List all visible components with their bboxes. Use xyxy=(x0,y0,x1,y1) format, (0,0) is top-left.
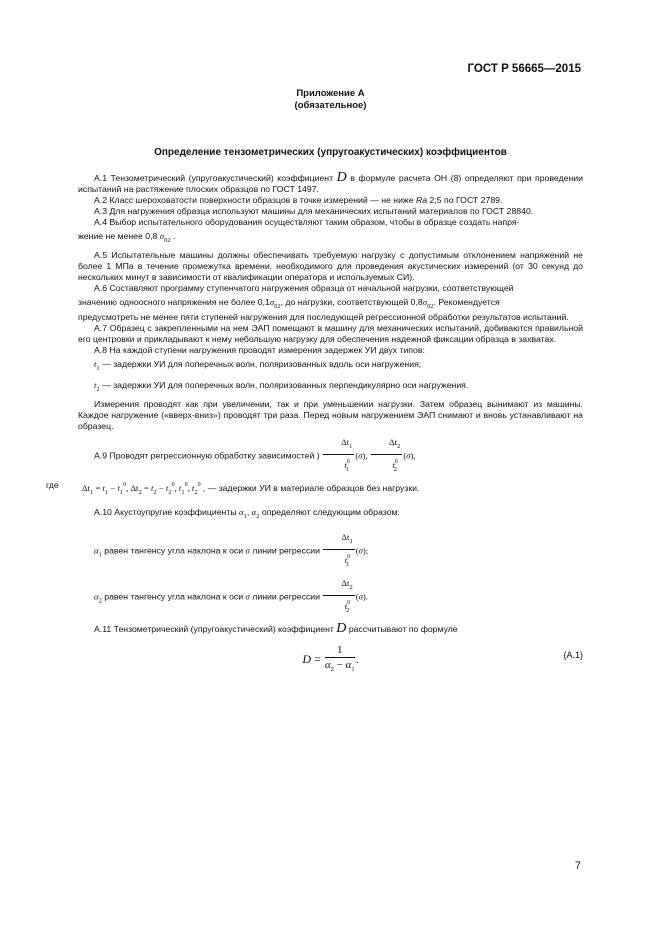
equation-a1: D = $\frac{1}{\alpha_2 - \alpha_1}$ . (А.1) xyxy=(302,644,583,673)
paragraph-a2: А.2 Класс шероховатости поверхности образцов в точке измерений — не ниже Ra 2,5 по ГОСТ 2789. xyxy=(94,195,503,205)
paragraph-a3: А.3 Для нагружения образца используют машины для механических испытаний материалов по ГОСТ 28840. xyxy=(94,206,534,216)
paragraph-a6: А.6 Составляют программу ступенчатого нагружения образца от начальной нагрузки, соответствующей xyxy=(94,283,514,293)
paragraph-a5: А.5 Испытательные машины должны обеспечивать требуемую нагрузку с допустимым отклонением напряжений не более 1 МПа в течение промежутка времени, необходимого для проведения акустических измерений (от 30 секунд до нескольких минут в зависимости от квалификации оператора и используемых СИ). xyxy=(78,250,583,282)
where-clause: где $\Delta t_1 = t_1 - t_1^0$, $\Delta t_2 = t_2 - t_2^0$, $t_1^0$, $t_2^0$ , — задержки УИ в материале образцов без нагрузки. xyxy=(46,480,420,496)
page-number: 7 xyxy=(574,860,581,872)
fraction-alpha2: $\frac{\Delta t_2}{t^0_2}$ xyxy=(323,577,354,617)
paragraph-a4-cont: жение не менее 0,8 $\sigma_{02}$ . xyxy=(78,231,176,244)
alpha1-definition: $\alpha_1$ равен тангенсу угла наклона к оси σ линии регрессии $\frac{\Delta t_1}{t^0_1}$ (σ); xyxy=(78,531,583,571)
fraction-dt2: $\frac{\Delta t_2}{t^0_2}$ xyxy=(371,436,402,476)
paragraph-a6-cont: значению одноосного напряжения не более $0,1\sigma_{02}$, до нагрузки, соответствующей $0,8\sigma_{02}$. Рекомендуется xyxy=(78,297,500,310)
paragraph-a4: А.4 Выбор испытательного оборудования осуществляют таким образом, чтобы в образце создать напря- xyxy=(94,217,520,227)
equation-label: (А.1) xyxy=(563,650,583,660)
alpha2-definition: $\alpha_2$ равен тангенсу угла наклона к оси σ линии регрессии $\frac{\Delta t_2}{t^0_2}$ (σ). xyxy=(78,577,583,617)
paragraph-a6-rest: предусмотреть не менее пяти ступеней нагружения для последующей регрессионной обработки результатов испытаний. xyxy=(78,312,569,322)
document-id: ГОСТ Р 56665—2015 xyxy=(467,63,581,75)
paragraph-measurements: Измерения проводят как при увеличении, так и при уменьшении нагрузки. Затем образец вынимают из машины. Каждое нагружение («вверх-вниз») проводят три раза. Перед новым нагружением ЭАП снимают и вновь устанавливают на образец. xyxy=(78,399,583,431)
paragraph-a7: А.7 Образец с закрепленными на нем ЭАП помещают в машину для механических испытаний, добиваются правильной его центровки и прикладывают к нему небольшую нагрузку для обеспечения надежной фиксации образца в захватах. xyxy=(78,323,583,344)
paragraph-a10: А.10 Акустоупругие коэффициенты $\alpha_1$, $\alpha_2$ определяют следующим образом: xyxy=(94,507,400,520)
appendix-status: (обязательное) xyxy=(294,100,367,111)
document-body xyxy=(46,170,583,680)
paragraph-a9: А.9 Проводят регрессионную обработку зависимостей ) $\frac{\Delta t_1}{t^0_1}$ (σ), $\frac{\Delta t_2}{t^0_2}$ (σ), xyxy=(78,436,583,476)
symbol-d: D xyxy=(336,170,347,185)
t2-definition: $t_2$ — задержки УИ для поперечных волн, поляризованных перпендикулярно оси нагружения. xyxy=(94,380,469,393)
fraction-alpha1: $\frac{\Delta t_1}{t^0_1}$ xyxy=(323,531,354,571)
paragraph-a8: А.8 На каждой ступени нагружения проводят измерения задержек УИ двух типов: xyxy=(94,345,425,355)
paragraph-a1: А.1 Тензометрический (упругоакустический) коэффициент D в формуле расчета ОН (8) определяют при проведении испытаний на растяжение плоских образцов по ГОСТ 1497. xyxy=(78,170,583,194)
section-title: Определение тензометрических (упругоакустических) коэффициентов xyxy=(154,147,507,158)
appendix-title: Приложение А xyxy=(296,88,365,99)
paragraph-a11: А.11 Тензометрический (упругоакустический) коэффициент D рассчитывают по формуле xyxy=(94,621,458,636)
t1-definition: $t_1$ — задержки УИ для поперечных волн, поляризованных вдоль оси нагружения; xyxy=(94,359,422,372)
fraction-dt1: $\frac{\Delta t_1}{t^0_1}$ xyxy=(323,436,354,476)
